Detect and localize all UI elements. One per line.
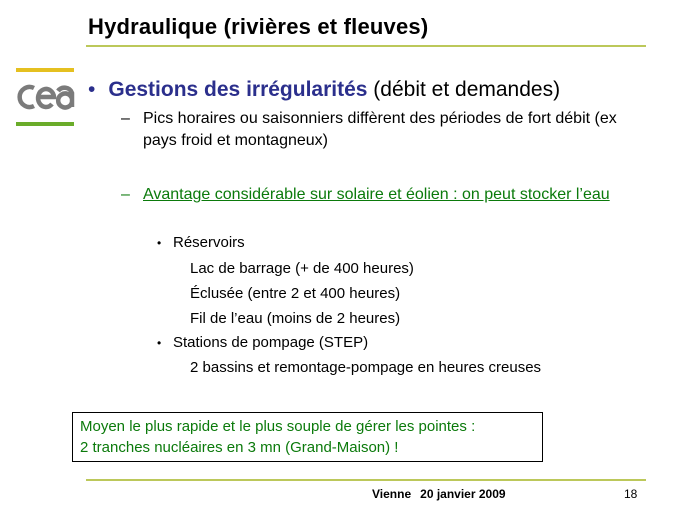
slide-title: Hydraulique (rivières et fleuves) (88, 14, 429, 39)
sub-point-step (157, 334, 368, 351)
sub-marker: • (157, 336, 162, 350)
dash-point-text: Avantage considérable sur solaire et éolien : on peut stocker l’eau (143, 186, 610, 203)
bullet-emphasis: Gestions des irrégularités (108, 78, 368, 101)
callout-line: 2 tranches nucléaires en 3 mn (Grand-Maison) ! (80, 439, 399, 456)
dash-point-advantage (121, 184, 621, 206)
callout-line: Moyen le plus rapide et le plus souple de gérer les pointes : (80, 418, 476, 435)
cea-logo (14, 66, 78, 128)
reservoir-item: Lac de barrage (+ de 400 heures) (190, 260, 414, 277)
callout-box (72, 412, 543, 462)
step-item: 2 bassins et remontage-pompage en heures creuses (190, 359, 542, 376)
bullet-rest: (débit et demandes) (367, 78, 561, 101)
footer (372, 487, 506, 501)
footer-divider (86, 479, 646, 481)
reservoir-item: Fil de l’eau (moins de 2 heures) (190, 310, 401, 327)
sub-marker: • (157, 236, 162, 250)
logo-a-glyph (58, 88, 72, 108)
footer-date: 20 janvier 2009 (420, 487, 506, 501)
dash-point-text: Pics horaires ou saisonniers diffèrent des périodes de fort débit (ex pays froid et montagneux) (143, 110, 617, 149)
dash-marker: – (121, 186, 130, 203)
title-divider (86, 45, 646, 47)
footer-location: Vienne (372, 487, 412, 501)
dash-point-peaks (121, 108, 641, 152)
logo-c-glyph (20, 87, 34, 107)
sub-point-label: Stations de pompage (STEP) (173, 334, 369, 351)
logo-bottom-bar (16, 122, 74, 126)
bullet-marker: • (88, 78, 96, 101)
page-number: 18 (624, 487, 638, 501)
sub-point-reservoirs (157, 234, 245, 251)
logo-top-bar (16, 68, 74, 72)
logo-e-glyph (38, 89, 54, 107)
dash-marker: – (121, 110, 130, 127)
sub-point-label: Réservoirs (173, 234, 245, 251)
main-bullet (88, 78, 560, 102)
reservoir-item: Éclusée (entre 2 et 400 heures) (190, 285, 401, 302)
